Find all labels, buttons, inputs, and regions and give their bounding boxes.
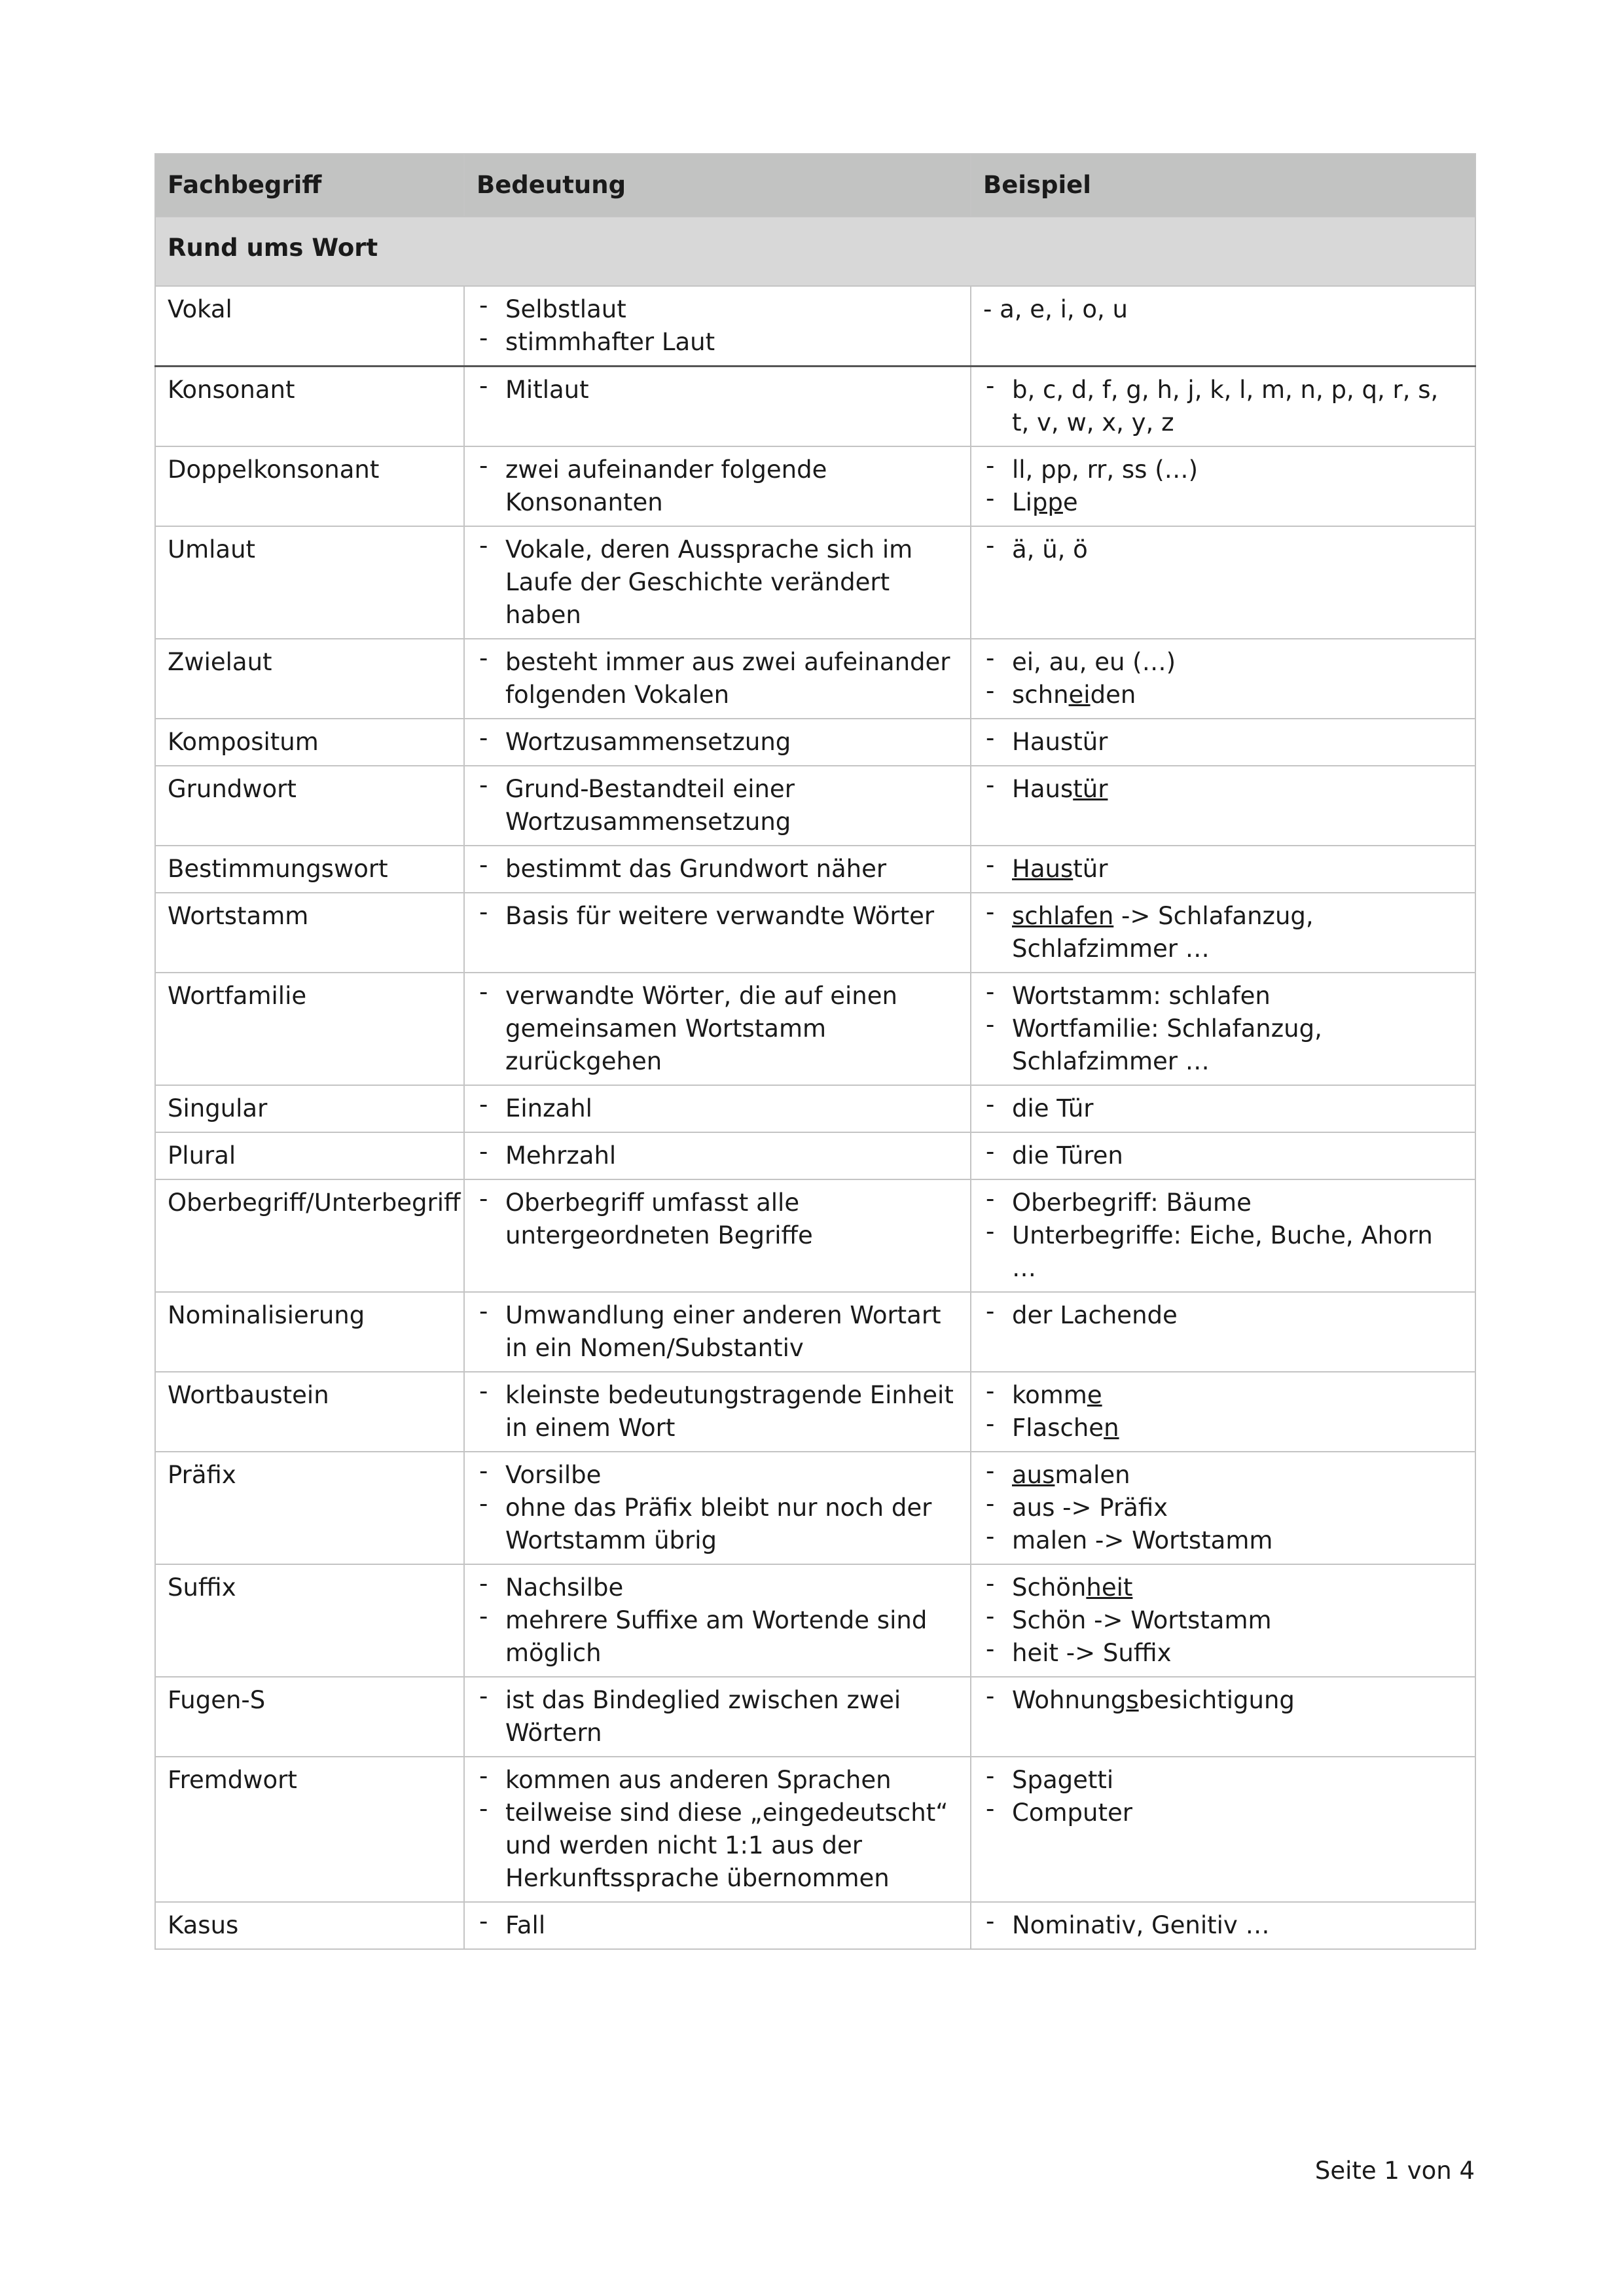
example-item: - Spagetti [983,1764,1463,1797]
example-item: - Nominativ, Genitiv … [983,1909,1463,1942]
meaning-item: - zwei aufeinander folgende Konsonanten [477,454,958,519]
header-beispiel: Beispiel [971,154,1475,217]
example-cell [971,719,1475,766]
glossary-table [154,153,1476,1950]
table-row [155,1372,1475,1452]
meaning-item: - Nachsilbe [477,1571,958,1604]
example-list [983,1299,1463,1332]
example-cell [971,846,1475,893]
meaning-cell [464,1132,971,1179]
meaning-item: - kommen aus anderen Sprachen [477,1764,958,1797]
meaning-item: - Mitlaut [477,374,958,406]
example-item: - aus -> Präfix [983,1492,1463,1524]
term-cell: Kompositum [155,719,464,766]
meaning-item: - Vokale, deren Aussprache sich im Laufe der Geschichte verändert haben [477,533,958,632]
example-item: - Computer [983,1797,1463,1829]
example-list [983,1379,1463,1444]
example-list [983,1909,1463,1942]
table-row [155,1564,1475,1677]
section-row [155,217,1475,286]
term-cell: Konsonant [155,367,464,447]
example-cell [971,1452,1475,1564]
meaning-item: - ohne das Präfix bleibt nur noch der Wortstamm übrig [477,1492,958,1557]
example-item: - ä, ü, ö [983,533,1463,566]
meaning-item: - Einzahl [477,1092,958,1125]
meaning-cell [464,446,971,526]
meaning-cell [464,1757,971,1902]
table-row [155,446,1475,526]
meaning-item: - kleinste bedeutungstragende Einheit in einem Wort [477,1379,958,1444]
underlined-fragment: ei [1068,681,1091,709]
meaning-list [477,646,958,711]
meaning-cell [464,973,971,1085]
meaning-cell [464,1902,971,1949]
meaning-cell [464,1452,971,1564]
underlined-fragment: aus [1012,1461,1055,1489]
example-item: - b, c, d, f, g, h, j, k, l, m, n, p, q, r, s, t, v, w, x, y, z [983,374,1463,439]
example-cell [971,639,1475,719]
term-cell: Grundwort [155,766,464,846]
example-list [983,1092,1463,1125]
example-item: - Haustür [983,773,1463,806]
example-list [983,533,1463,566]
meaning-item: - bestimmt das Grundwort näher [477,853,958,886]
meaning-item: - Basis für weitere verwandte Wörter [477,900,958,933]
meaning-cell [464,1179,971,1292]
table-row [155,719,1475,766]
page-number: Seite 1 von 4 [1314,2157,1475,2185]
example-item: - Schön -> Wortstamm [983,1604,1463,1637]
meaning-item: - besteht immer aus zwei aufeinander folgenden Vokalen [477,646,958,711]
meaning-cell [464,1085,971,1132]
meaning-list [477,773,958,838]
term-cell: Vokal [155,286,464,367]
example-cell [971,1085,1475,1132]
term-cell: Nominalisierung [155,1292,464,1372]
example-cell [971,1564,1475,1677]
table-row [155,1292,1475,1372]
meaning-item: - ist das Bindeglied zwischen zwei Wörtern [477,1684,958,1749]
underlined-fragment: schlafen [1012,902,1114,930]
term-cell: Oberbegriff/Unterbegriff [155,1179,464,1292]
meaning-cell [464,639,971,719]
term-cell: Präfix [155,1452,464,1564]
example-cell [971,446,1475,526]
table-row [155,766,1475,846]
example-item: - malen -> Wortstamm [983,1524,1463,1557]
underlined-fragment: e [1087,1381,1102,1409]
example-list [983,853,1463,886]
meaning-list [477,1139,958,1172]
table-row [155,286,1475,367]
meaning-list [477,1684,958,1749]
meaning-list [477,533,958,632]
meaning-cell [464,893,971,973]
example-item: - ausmalen [983,1459,1463,1492]
underlined-fragment: n [1104,1414,1119,1442]
meaning-item: - Oberbegriff umfasst alle untergeordneten Begriffe [477,1187,958,1252]
example-list [983,900,1463,965]
meaning-item: - Selbstlaut [477,293,958,326]
meaning-cell [464,526,971,639]
example-list [983,773,1463,806]
example-item: - die Türen [983,1139,1463,1172]
example-list [983,1139,1463,1172]
term-cell: Suffix [155,1564,464,1677]
glossary-sheet [154,153,1475,1950]
meaning-list [477,374,958,406]
example-item: - ll, pp, rr, ss (…) [983,454,1463,486]
meaning-item: - Wortzusammensetzung [477,726,958,759]
table-row [155,1902,1475,1949]
example-cell [971,526,1475,639]
example-item: - Unterbegriffe: Eiche, Buche, Ahorn … [983,1219,1463,1285]
meaning-list [477,900,958,933]
meaning-cell [464,286,971,367]
meaning-list [477,726,958,759]
table-row [155,846,1475,893]
meaning-cell [464,846,971,893]
example-item: - Haustür [983,853,1463,886]
table-row [155,973,1475,1085]
example-item: - Wortstamm: schlafen [983,980,1463,1013]
example-list [983,1187,1463,1285]
table-row [155,639,1475,719]
meaning-cell [464,1564,971,1677]
term-cell: Fremdwort [155,1757,464,1902]
example-item: - Flaschen [983,1412,1463,1444]
table-row [155,1179,1475,1292]
meaning-cell [464,1372,971,1452]
meaning-list [477,1379,958,1444]
meaning-item: - mehrere Suffixe am Wortende sind möglich [477,1604,958,1670]
meaning-cell [464,766,971,846]
example-list [983,374,1463,439]
underlined-fragment: heit [1086,1573,1133,1602]
underlined-fragment: Haus [1012,855,1074,883]
underlined-fragment: pp [1032,488,1063,516]
example-list [983,454,1463,519]
meaning-cell [464,1677,971,1757]
example-list [983,646,1463,711]
example-item: - Wohnungsbesichtigung [983,1684,1463,1717]
table-row [155,893,1475,973]
table-row [155,1677,1475,1757]
example-item: - die Tür [983,1092,1463,1125]
term-cell: Plural [155,1132,464,1179]
example-cell [971,1372,1475,1452]
table-row [155,526,1475,639]
term-cell: Umlaut [155,526,464,639]
meaning-list [477,1187,958,1252]
example-item: - Schönheit [983,1571,1463,1604]
example-cell [971,1292,1475,1372]
example-cell: - a, e, i, o, u [971,286,1475,367]
meaning-item: - teilweise sind diese „eingedeutscht“ und werden nicht 1:1 aus der Herkunftssprache übernommen [477,1797,958,1895]
meaning-item: - Fall [477,1909,958,1942]
meaning-item: - Grund-Bestandteil einer Wortzusammensetzung [477,773,958,838]
table-row [155,1757,1475,1902]
example-cell [971,1179,1475,1292]
table-header-row [155,154,1475,217]
example-item: - schneiden [983,679,1463,711]
term-cell: Doppelkonsonant [155,446,464,526]
term-cell: Wortbaustein [155,1372,464,1452]
underlined-fragment: tür [1073,775,1108,803]
example-cell [971,1757,1475,1902]
example-cell [971,1677,1475,1757]
meaning-item: - stimmhafter Laut [477,326,958,359]
example-list [983,1571,1463,1670]
example-item: - ei, au, eu (…) [983,646,1463,679]
meaning-list [477,1764,958,1895]
term-cell: Zwielaut [155,639,464,719]
example-item: - Lippe [983,486,1463,519]
example-cell [971,766,1475,846]
table-row [155,1452,1475,1564]
example-cell [971,1902,1475,1949]
term-cell: Bestimmungswort [155,846,464,893]
meaning-list [477,1571,958,1670]
meaning-list [477,1909,958,1942]
meaning-list [477,1092,958,1125]
table-row [155,1132,1475,1179]
example-list [983,980,1463,1078]
term-cell: Wortfamilie [155,973,464,1085]
meaning-list [477,1299,958,1365]
table-row [155,1085,1475,1132]
meaning-list [477,980,958,1078]
example-cell [971,1132,1475,1179]
example-list [983,726,1463,759]
section-title: Rund ums Wort [155,217,1475,286]
example-cell [971,973,1475,1085]
meaning-item: - verwandte Wörter, die auf einen gemeinsamen Wortstamm zurückgehen [477,980,958,1078]
meaning-list [477,853,958,886]
meaning-item: - Mehrzahl [477,1139,958,1172]
example-list [983,1684,1463,1717]
meaning-cell [464,1292,971,1372]
term-cell: Fugen-S [155,1677,464,1757]
example-cell [971,893,1475,973]
meaning-item: - Umwandlung einer anderen Wortart in ein Nomen/Substantiv [477,1299,958,1365]
underlined-fragment: s [1126,1686,1139,1714]
term-cell: Kasus [155,1902,464,1949]
example-list [983,1459,1463,1557]
meaning-list [477,1459,958,1557]
term-cell: Singular [155,1085,464,1132]
header-fachbegriff: Fachbegriff [155,154,464,217]
example-item: - Haustür [983,726,1463,759]
example-item: - heit -> Suffix [983,1637,1463,1670]
example-item: - Oberbegriff: Bäume [983,1187,1463,1219]
meaning-list [477,293,958,359]
meaning-cell [464,367,971,447]
meaning-item: - Vorsilbe [477,1459,958,1492]
example-item: - der Lachende [983,1299,1463,1332]
example-item: - komme [983,1379,1463,1412]
example-cell [971,367,1475,447]
header-bedeutung: Bedeutung [464,154,971,217]
table-row [155,367,1475,447]
meaning-list [477,454,958,519]
example-list [983,1764,1463,1829]
example-item: - schlafen -> Schlafanzug, Schlafzimmer … [983,900,1463,965]
example-item: - Wortfamilie: Schlafanzug, Schlafzimmer … [983,1013,1463,1078]
meaning-cell [464,719,971,766]
term-cell: Wortstamm [155,893,464,973]
